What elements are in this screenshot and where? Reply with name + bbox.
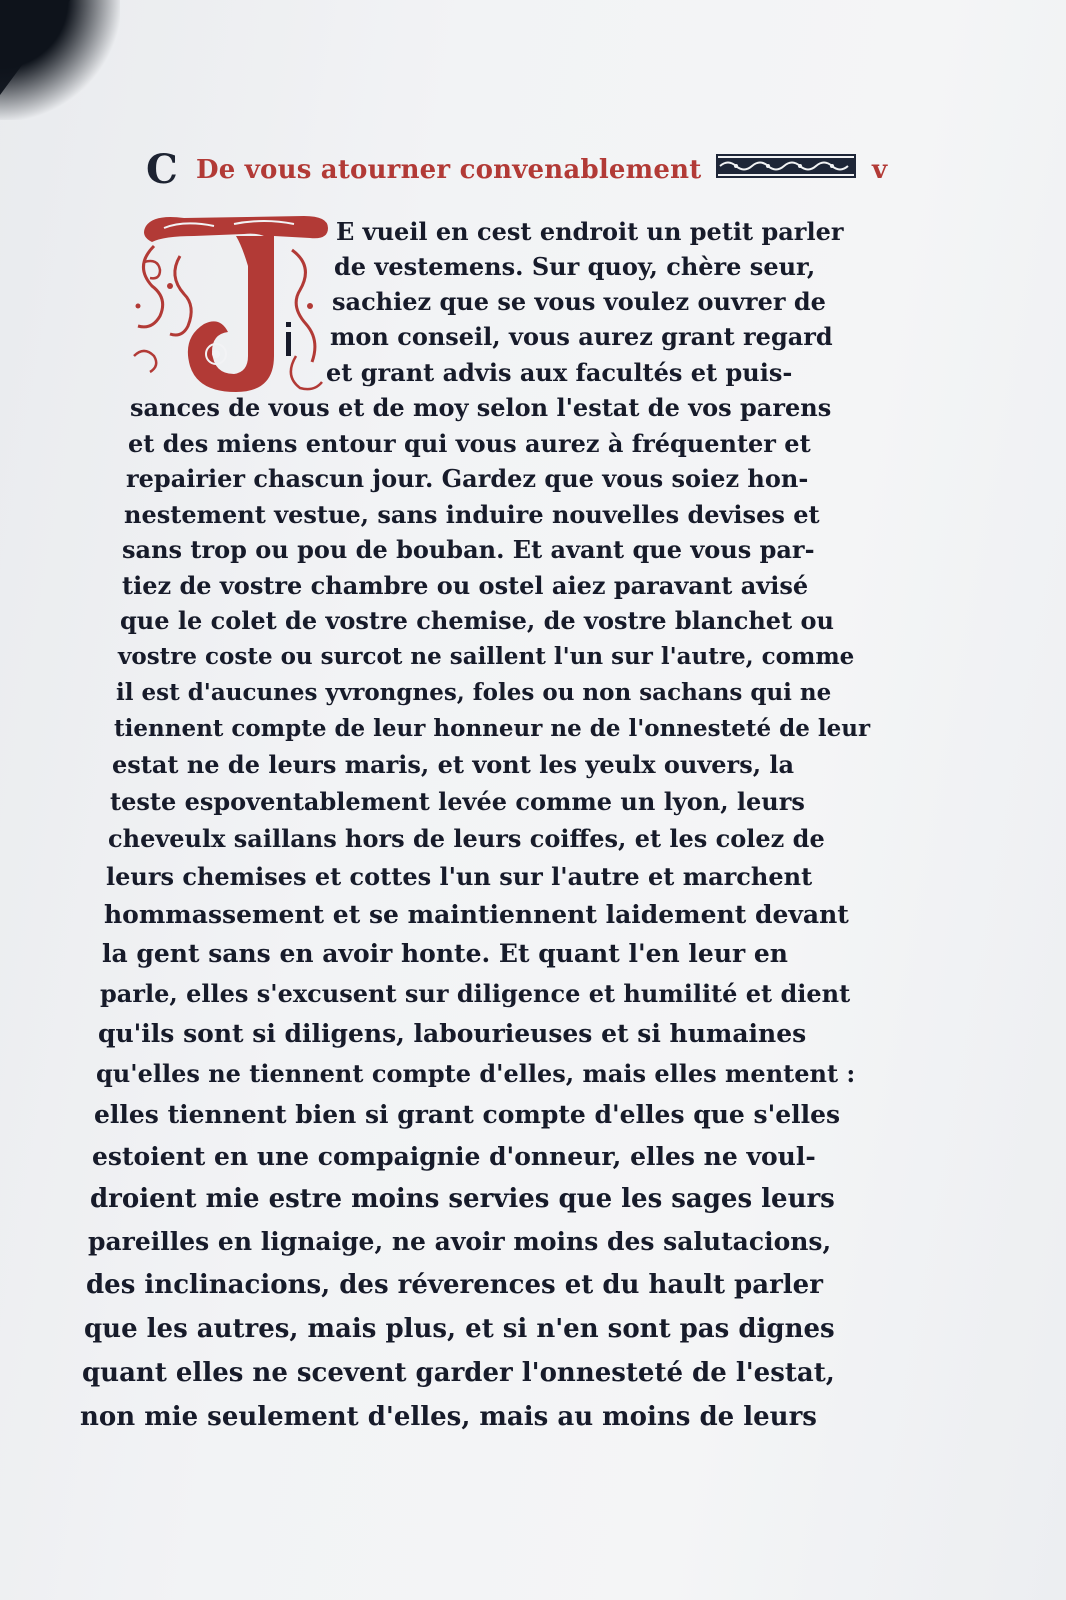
text-line: la gent sans en avoir honte. Et quant l'en leur en bbox=[102, 939, 788, 968]
text-line: que les autres, mais plus, et si n'en sont pas dignes bbox=[84, 1314, 835, 1344]
text-line: leurs chemises et cottes l'un sur l'autre et marchent bbox=[106, 862, 813, 891]
text-line: vostre coste ou surcot ne saillent l'un sur l'autre, comme bbox=[118, 643, 855, 670]
text-line: il est d'aucunes yvrongnes, foles ou non sachans qui ne bbox=[116, 679, 832, 706]
text-line: de vestemens. Sur quoy, chère seur, bbox=[334, 252, 816, 281]
text-line: et des miens entour qui vous aurez à fréquenter et bbox=[128, 429, 811, 458]
text-line: elles tiennent bien si grant compte d'elles que s'elles bbox=[94, 1100, 841, 1129]
text-line: qu'ils sont si diligens, labourieuses et si humaines bbox=[98, 1019, 807, 1048]
text-line: repairier chascun jour. Gardez que vous soiez hon- bbox=[126, 464, 809, 493]
text-line: nestement vestue, sans induire nouvelles devises et bbox=[124, 500, 820, 529]
text-line: teste espoventablement levée comme un lyon, leurs bbox=[110, 787, 805, 816]
text-line: parle, elles s'excusent sur diligence et humilité et dient bbox=[100, 979, 851, 1008]
text-line: sans trop ou pou de bouban. Et avant que vous par- bbox=[122, 535, 815, 564]
pilcrow-mark: C bbox=[146, 146, 178, 193]
folio-number: v bbox=[872, 155, 888, 185]
text-line: des inclinacions, des réverences et du hault parler bbox=[86, 1270, 823, 1300]
text-line: E vueil en cest endroit un petit parler bbox=[336, 217, 844, 246]
text-line: que le colet de vostre chemise, de vostre blanchet ou bbox=[120, 606, 834, 635]
text-line: hommassement et se maintiennent laidement devant bbox=[104, 900, 849, 929]
text-line: estat ne de leurs maris, et vont les yeulx ouvers, la bbox=[112, 750, 795, 779]
text-line: quant elles ne scevent garder l'onnesteté de l'estat, bbox=[82, 1358, 835, 1388]
text-line: sachiez que se vous voulez ouvrer de bbox=[332, 287, 826, 316]
text-line: non mie seulement d'elles, mais au moins de leurs bbox=[80, 1402, 817, 1432]
text-line: et grant advis aux facultés et puis- bbox=[326, 358, 793, 387]
text-line: cheveulx saillans hors de leurs coiffes, et les colez de bbox=[108, 824, 825, 853]
running-title: De vous atourner convenablement bbox=[196, 155, 702, 185]
text-line: tiennent compte de leur honneur ne de l'onnesteté de leur bbox=[114, 715, 871, 742]
text-line: tiez de vostre chambre ou ostel aiez paravant avisé bbox=[122, 571, 809, 600]
text-line: droient mie estre moins servies que les sages leurs bbox=[90, 1184, 835, 1214]
text-line: estoient en une compaignie d'onneur, elles ne voul- bbox=[92, 1142, 816, 1171]
text-line: mon conseil, vous aurez grant regard bbox=[330, 322, 833, 351]
text-line: qu'elles ne tiennent compte d'elles, mais elles mentent : bbox=[96, 1059, 856, 1088]
text-line: pareilles en lignaige, ne avoir moins des salutacions, bbox=[88, 1227, 832, 1256]
text-line: sances de vous et de moy selon l'estat de vos parens bbox=[130, 393, 832, 422]
